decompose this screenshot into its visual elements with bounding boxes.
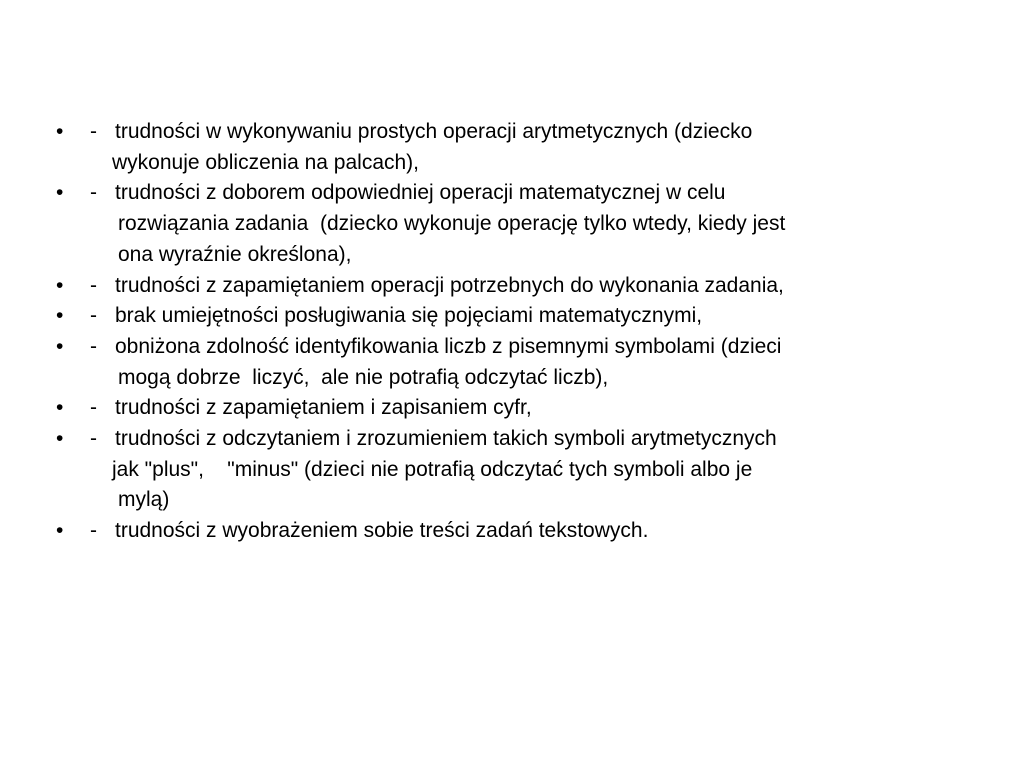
list-item: [0, 332, 1024, 393]
list-item: [0, 424, 1024, 516]
list-item: [0, 271, 1024, 302]
bullet-icon: •: [56, 304, 64, 328]
item-text-line: jak "plus", "minus" (dzieci nie potrafią odczytać tych symboli albo je: [112, 457, 753, 481]
dash-marker: -: [90, 396, 97, 420]
dash-marker: -: [90, 120, 97, 143]
item-text-line: rozwiązania zadania (dziecko wykonuje operację tylko wtedy, kiedy jest: [118, 212, 786, 236]
dash-marker: -: [90, 334, 97, 358]
item-text-line: brak umiejętności posługiwania się pojęciami matematycznymi,: [115, 304, 703, 328]
item-text-line: wykonuje obliczenia na palcach),: [112, 150, 420, 174]
item-text-line: trudności z odczytaniem i zrozumieniem takich symboli arytmetycznych: [115, 427, 777, 451]
bullet-icon: •: [56, 396, 64, 420]
list-item: [0, 178, 1024, 270]
item-text-line: ona wyraźnie określona),: [118, 242, 352, 266]
dash-marker: -: [90, 427, 97, 451]
item-text-line: obniżona zdolność identyfikowania liczb z pisemnymi symbolami (dzieci: [115, 334, 782, 358]
item-text-line: trudności w wykonywaniu prostych operacji arytmetycznych (dziecko: [115, 120, 753, 143]
bullet-icon: •: [56, 120, 64, 143]
bullet-icon: •: [56, 334, 64, 358]
dash-marker: -: [90, 181, 97, 205]
item-text-line: trudności z doborem odpowiedniej operacji matematycznej w celu: [115, 181, 726, 205]
list-item: [0, 117, 1024, 178]
bullet-list: [0, 117, 1024, 547]
item-text-line: trudności z wyobrażeniem sobie treści zadań tekstowych.: [115, 519, 649, 543]
bullet-icon: •: [56, 519, 64, 543]
bullet-icon: •: [56, 273, 64, 297]
item-text-line: mogą dobrze liczyć, ale nie potrafią odczytać liczb),: [118, 365, 609, 389]
item-text-line: trudności z zapamiętaniem operacji potrzebnych do wykonania zadania,: [115, 273, 784, 297]
item-text-line: trudności z zapamiętaniem i zapisaniem cyfr,: [115, 396, 532, 420]
list-item: [0, 393, 1024, 424]
dash-marker: -: [90, 304, 97, 328]
bullet-icon: •: [56, 427, 64, 451]
dash-marker: -: [90, 273, 97, 297]
dash-marker: -: [90, 519, 97, 543]
list-item: [0, 301, 1024, 332]
bullet-icon: •: [56, 181, 64, 205]
item-text-line: mylą): [118, 488, 170, 512]
list-item: [0, 516, 1024, 547]
